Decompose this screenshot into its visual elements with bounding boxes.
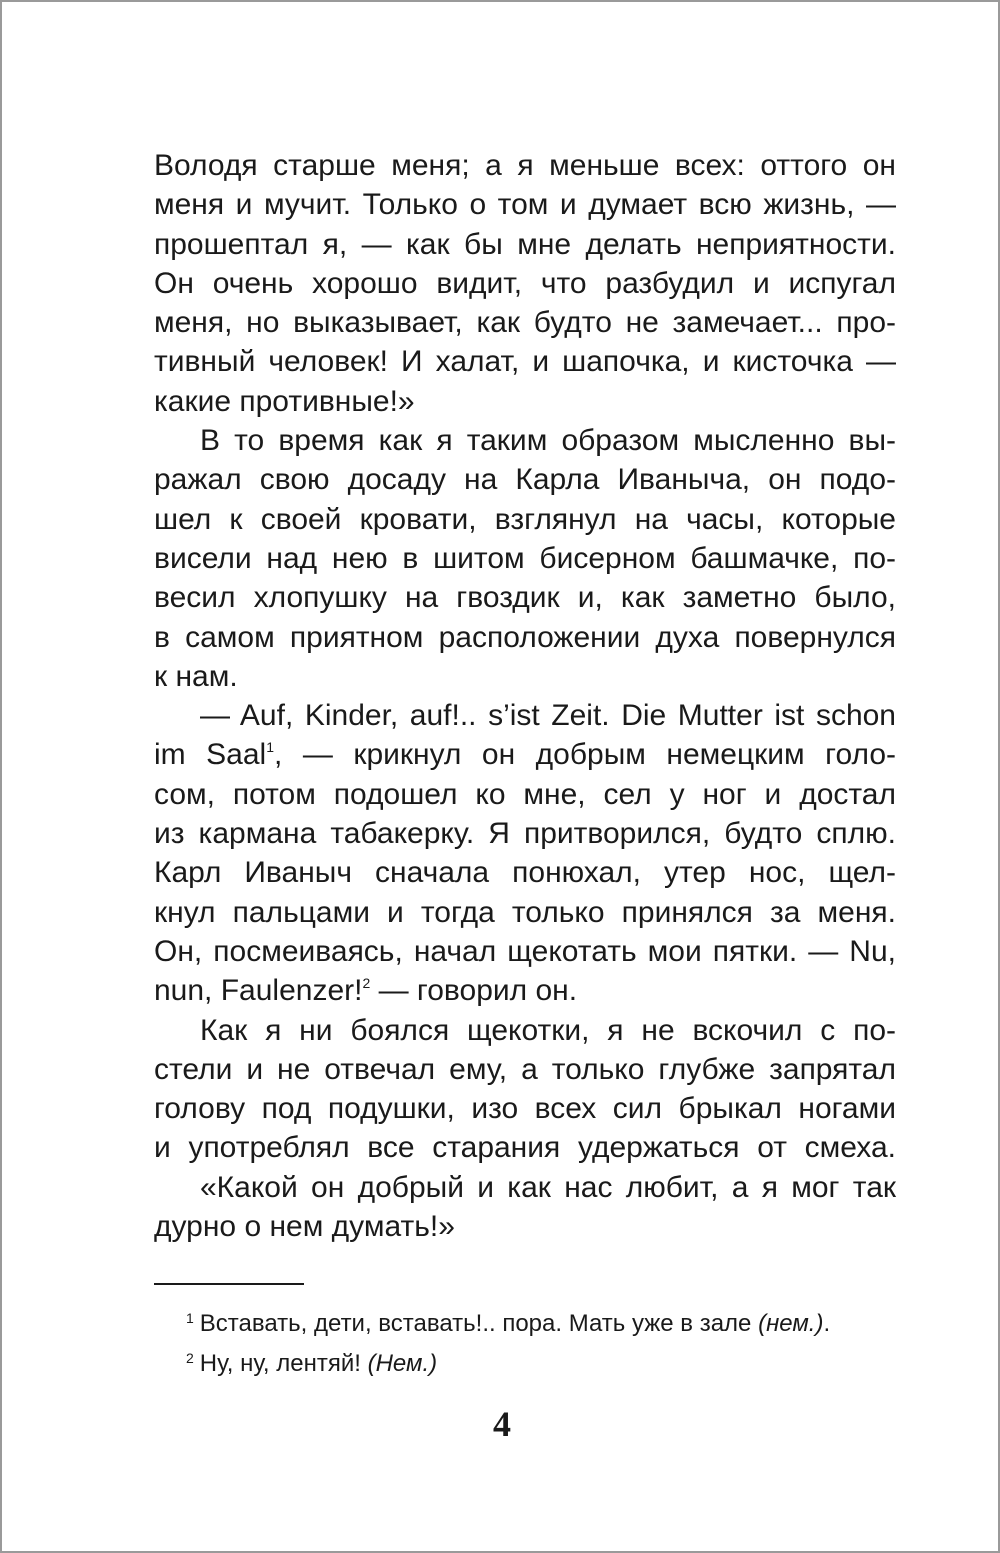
text-fragment: im Saal bbox=[154, 738, 267, 772]
body-text bbox=[154, 146, 896, 1246]
footnote-ref: 2 bbox=[362, 975, 371, 992]
text-line: и употреблял все старания удержаться от смеха. bbox=[154, 1131, 896, 1165]
text-line: в самом приятном расположении духа повернулся bbox=[154, 620, 896, 654]
footnote-language-note: (нем.) bbox=[758, 1310, 824, 1337]
text-line: голову под подушки, изо всех сил брыкал ногами bbox=[154, 1092, 896, 1126]
text-line bbox=[154, 735, 896, 774]
paragraph-1 bbox=[154, 146, 896, 421]
text-line: сом, потом подошел ко мне, сел у ног и достал bbox=[154, 777, 896, 811]
paragraph-5 bbox=[154, 1168, 896, 1247]
footnote-text: Ну, ну, лентяй! bbox=[199, 1350, 368, 1377]
text-fragment: , — крикнул он добрым немецким голо- bbox=[274, 738, 896, 772]
footnote-1 bbox=[186, 1301, 898, 1341]
footnotes bbox=[186, 1301, 898, 1381]
text-line: стели и не отвечал ему, а только глубже запрятал bbox=[154, 1052, 896, 1086]
footnote-divider bbox=[154, 1283, 304, 1285]
footnote-language-note: (Нем.) bbox=[367, 1350, 438, 1377]
text-line: ражал свою досаду на Карла Иваныча, он подо- bbox=[154, 463, 896, 497]
text-line: шел к своей кровати, взглянул на часы, которые bbox=[154, 502, 896, 536]
text-line: Володя старше меня; а я меньше всех: оттого он bbox=[154, 149, 896, 182]
text-line: Он, посмеиваясь, начал щекотать мои пятки. — Nu, bbox=[154, 934, 896, 968]
text-fragment: nun, Faulenzer! bbox=[154, 974, 363, 1008]
text-line: Как я ни боялся щекотки, я не вскочил с по- bbox=[200, 1013, 896, 1047]
text-line: В то время как я таким образом мысленно вы- bbox=[200, 424, 896, 458]
text-line: из кармана табакерку. Я притворился, будто сплю. bbox=[154, 817, 896, 851]
footnote-2 bbox=[186, 1341, 898, 1381]
text-line: Карл Иваныч сначала понюхал, утер нос, щел- bbox=[154, 856, 896, 890]
text-line: Он очень хорошо видит, что разбудил и испугал bbox=[154, 266, 896, 300]
text-line: к нам. bbox=[154, 659, 238, 693]
paragraph-3 bbox=[154, 696, 896, 1010]
text-line: меня, но выказывает, как будто не замечает... про- bbox=[154, 306, 896, 340]
text-line: прошептал я, — как бы мне делать неприятности. bbox=[154, 227, 896, 261]
text-line: кнул пальцами и тогда только принялся за меня. bbox=[154, 895, 896, 929]
text-line: «Какой он добрый и как нас любит, а я мог так bbox=[200, 1170, 896, 1204]
text-line: висели над нею в шитом бисерном башмачке, по- bbox=[154, 541, 896, 575]
text-line: тивный человек! И халат, и шапочка, и кисточка — bbox=[154, 345, 896, 379]
text-line: какие противные!» bbox=[154, 384, 415, 418]
text-line: — Auf, Kinder, auf!.. s’ist Zeit. Die Mutter ist schon bbox=[200, 699, 896, 733]
page-number: 4 bbox=[493, 1404, 511, 1444]
paragraph-2 bbox=[154, 421, 896, 696]
text-line: дурно о нем думать!» bbox=[154, 1210, 455, 1244]
paragraph-4 bbox=[154, 1011, 896, 1168]
footnote-number: 2 bbox=[186, 1350, 194, 1366]
footnote-punctuation: . bbox=[823, 1310, 831, 1337]
footnote-number: 1 bbox=[186, 1310, 194, 1326]
text-line: весил хлопушку на гвоздик и, как заметно было, bbox=[154, 581, 896, 615]
footnote-text: Вставать, дети, вставать!.. пора. Мать уже в зале bbox=[199, 1310, 759, 1337]
text-fragment: — говорил он. bbox=[370, 974, 578, 1008]
footnote-ref: 1 bbox=[266, 739, 274, 756]
text-line bbox=[154, 971, 896, 1010]
text-line: меня и мучит. Только о том и думает всю жизнь, — bbox=[154, 188, 896, 222]
